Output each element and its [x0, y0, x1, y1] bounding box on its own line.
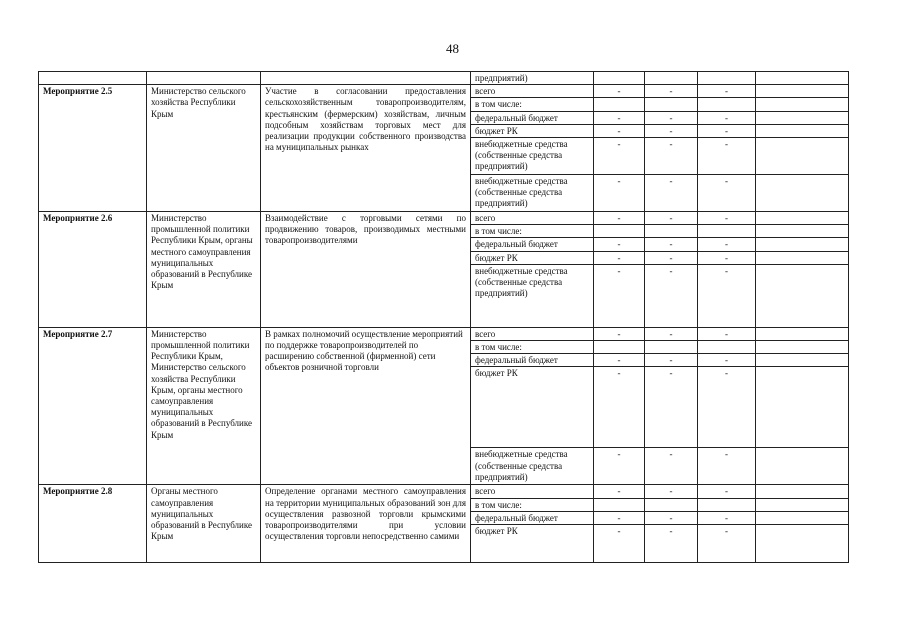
measure-description: Взаимодействие с торговыми сетями по продвижению товаров, производимых местными товаропроизводителями	[261, 212, 471, 328]
cell-empty	[645, 225, 698, 238]
value-2020: -	[645, 264, 698, 327]
value-2021: -	[698, 124, 756, 137]
measure-agency: Органы местного самоуправления муниципальных образований в Республике Крым	[147, 485, 261, 563]
value-2020: -	[645, 138, 698, 175]
cell-empty	[645, 98, 698, 111]
page-number: 48	[446, 41, 459, 56]
funding-source: внебюджетные средства (собственные средства предприятий)	[471, 264, 594, 327]
funding-source: бюджет РК	[471, 251, 594, 264]
value-2020: -	[645, 525, 698, 563]
value-2019: -	[594, 85, 645, 98]
value-2020: -	[645, 175, 698, 212]
funding-source: всего	[471, 85, 594, 98]
value-2019: -	[594, 367, 645, 448]
funding-source: бюджет РК	[471, 525, 594, 563]
measure-label: Мероприятие 2.8	[39, 485, 147, 563]
value-2021: -	[698, 511, 756, 524]
cell-empty	[756, 327, 849, 340]
cell-empty	[756, 367, 849, 448]
cell-empty	[756, 341, 849, 354]
value-2020: -	[645, 448, 698, 485]
value-2020: -	[645, 354, 698, 367]
value-2021: -	[698, 85, 756, 98]
value-2020: -	[645, 327, 698, 340]
measure-description: Участие в согласовании предоставления сельскохозяйственным товаропроизводителям, крестьянским (фермерским) хозяйствам, личным подсобным хозяйствам торговых мест для реализации продукции собственного производства на муниципальных рынках	[261, 85, 471, 212]
cell-empty	[594, 98, 645, 111]
value-2019: -	[594, 212, 645, 225]
funding-source: внебюджетные средства (собственные средства предприятий)	[471, 448, 594, 485]
cell-empty	[756, 111, 849, 124]
cell-empty	[756, 212, 849, 225]
continuation-row	[39, 72, 849, 85]
value-2019: -	[594, 327, 645, 340]
cell-empty	[756, 498, 849, 511]
value-2021: -	[698, 238, 756, 251]
value-2020: -	[645, 212, 698, 225]
cell-empty	[756, 485, 849, 498]
value-2021: -	[698, 138, 756, 175]
value-2019: -	[594, 525, 645, 563]
cell-empty	[698, 341, 756, 354]
measure-label: Мероприятие 2.5	[39, 85, 147, 212]
value-2019: -	[594, 485, 645, 498]
cell-empty	[594, 225, 645, 238]
value-2020: -	[645, 511, 698, 524]
cell-empty	[645, 341, 698, 354]
value-2019: -	[594, 264, 645, 327]
measure-label: Мероприятие 2.7	[39, 327, 147, 485]
cell-empty	[756, 448, 849, 485]
value-2021: -	[698, 212, 756, 225]
funding-source: в том числе:	[471, 98, 594, 111]
value-2019: -	[594, 251, 645, 264]
value-2021: -	[698, 367, 756, 448]
value-2020: -	[645, 124, 698, 137]
cell-empty	[756, 354, 849, 367]
measure-label: Мероприятие 2.6	[39, 212, 147, 328]
cell-empty	[261, 72, 471, 85]
funding-source: федеральный бюджет	[471, 111, 594, 124]
cell-empty	[594, 72, 645, 85]
cell-empty	[645, 498, 698, 511]
funding-source: всего	[471, 485, 594, 498]
value-2021: -	[698, 327, 756, 340]
cell-empty	[756, 138, 849, 175]
value-2020: -	[645, 367, 698, 448]
cell-empty	[756, 124, 849, 137]
cell-empty	[594, 341, 645, 354]
value-2019: -	[594, 175, 645, 212]
measure-2-8-total-row	[39, 485, 849, 498]
value-2021: -	[698, 525, 756, 563]
value-2021: -	[698, 264, 756, 327]
value-2021: -	[698, 251, 756, 264]
value-2021: -	[698, 111, 756, 124]
cell-empty	[756, 525, 849, 563]
value-2021: -	[698, 354, 756, 367]
cell-empty	[39, 72, 147, 85]
funding-source: бюджет РК	[471, 367, 594, 448]
value-2020: -	[645, 238, 698, 251]
cell-empty	[756, 251, 849, 264]
value-2020: -	[645, 251, 698, 264]
cell-empty	[698, 98, 756, 111]
measure-2-6-total-row	[39, 212, 849, 225]
cell-empty	[698, 498, 756, 511]
measure-description: Определение органами местного самоуправления на территории муниципальных образований зон для осуществления развозной торговли крымскими товаропроизводителями при условии осуществления торговли непосредственно самими	[261, 485, 471, 563]
value-2021: -	[698, 448, 756, 485]
value-2019: -	[594, 354, 645, 367]
value-2020: -	[645, 85, 698, 98]
source-continuation: предприятий)	[471, 72, 594, 85]
cell-empty	[698, 225, 756, 238]
value-2019: -	[594, 138, 645, 175]
funding-source: федеральный бюджет	[471, 238, 594, 251]
cell-empty	[756, 511, 849, 524]
value-2021: -	[698, 485, 756, 498]
funding-source: в том числе:	[471, 225, 594, 238]
funding-source: бюджет РК	[471, 124, 594, 137]
measure-description: В рамках полномочий осуществление мероприятий по поддержке товаропроизводителей по расширению собственной (фирменной) сети объектов розничной торговли	[261, 327, 471, 485]
cell-empty	[147, 72, 261, 85]
cell-empty	[756, 225, 849, 238]
funding-source: в том числе:	[471, 498, 594, 511]
cell-empty	[594, 498, 645, 511]
measure-2-5-total-row	[39, 85, 849, 98]
cell-empty	[756, 175, 849, 212]
funding-source: внебюджетные средства (собственные средства предприятий)	[471, 175, 594, 212]
funding-source: внебюджетные средства (собственные средства предприятий)	[471, 138, 594, 175]
funding-source: всего	[471, 327, 594, 340]
cell-empty	[756, 98, 849, 111]
funding-source: в том числе:	[471, 341, 594, 354]
value-2019: -	[594, 124, 645, 137]
value-2020: -	[645, 111, 698, 124]
funding-source: всего	[471, 212, 594, 225]
funding-source: федеральный бюджет	[471, 511, 594, 524]
measure-agency: Министерство промышленной политики Республики Крым, органы местного самоуправления муниципальных образований в Республике Крым	[147, 212, 261, 328]
cell-empty	[756, 85, 849, 98]
measure-2-7-total-row	[39, 327, 849, 340]
value-2019: -	[594, 238, 645, 251]
value-2020: -	[645, 485, 698, 498]
measure-agency: Министерство сельского хозяйства Республики Крым	[147, 85, 261, 212]
measure-agency: Министерство промышленной политики Республики Крым, Министерство сельского хозяйства Республики Крым, органы местного самоуправления муниципальных образований в Республике Крым	[147, 327, 261, 485]
cell-empty	[698, 72, 756, 85]
cell-empty	[756, 72, 849, 85]
cell-empty	[645, 72, 698, 85]
value-2019: -	[594, 448, 645, 485]
value-2019: -	[594, 511, 645, 524]
cell-empty	[756, 238, 849, 251]
funding-table	[38, 71, 849, 563]
value-2019: -	[594, 111, 645, 124]
cell-empty	[756, 264, 849, 327]
value-2021: -	[698, 175, 756, 212]
funding-source: федеральный бюджет	[471, 354, 594, 367]
